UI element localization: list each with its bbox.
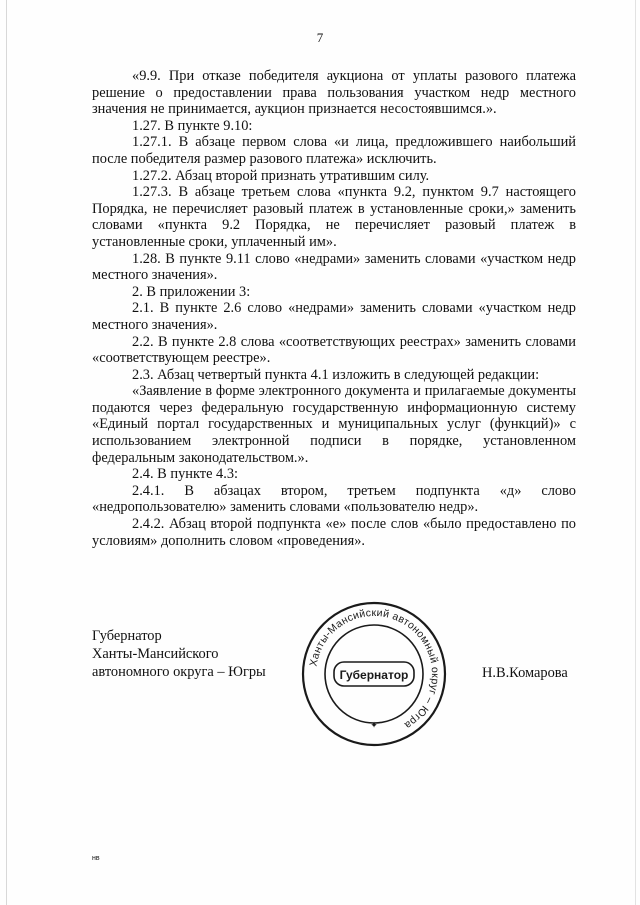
paragraph-2-1: 2.1. В пункте 2.6 слово «недрами» заменить словами «участком недр местного значения». bbox=[92, 300, 576, 333]
page-number: 7 bbox=[316, 30, 324, 45]
paragraph-2-4: 2.4. В пункте 4.3: bbox=[132, 466, 239, 483]
seal-center-text: Губернатор bbox=[339, 668, 409, 682]
paragraph-1-28: 1.28. В пункте 9.11 слово «недрами» заменить словами «участком недр местного значения». bbox=[92, 250, 576, 284]
signer-title-line-1: Губернатор bbox=[92, 628, 162, 644]
signer-title-line-3: автономного округа – Югры bbox=[92, 664, 266, 680]
official-seal bbox=[300, 600, 448, 748]
paragraph-2-2: 2.2. В пункте 2.8 слова «соответствующих реестрах» заменить словами «соответствующем реестре». bbox=[92, 333, 576, 367]
scan-edge-right bbox=[635, 0, 636, 905]
scan-edge-left bbox=[6, 0, 7, 905]
paragraph-2: 2. В приложении 3: bbox=[132, 283, 251, 300]
paragraph-2-4-1: 2.4.1. В абзацах втором, третьем подпункта «д» слово «недропользователю» заменить словами «пользователю недр». bbox=[92, 482, 576, 516]
paragraph-1-27-2: 1.27.2. Абзац второй признать утратившим силу. bbox=[132, 167, 430, 184]
paragraph-2-3-quote: «Заявление в форме электронного документа и прилагаемые документы подаются через федеральную государственную информационную систему «Единый портал государственных и муниципальных услуг (функций)» с использованием электронной подписи в порядке, установленном федеральным законодательством.». bbox=[92, 383, 576, 466]
signer-title-line-2: Ханты-Мансийского bbox=[92, 646, 219, 662]
seal-graphic bbox=[300, 600, 448, 748]
seal-star-icon: ✦ bbox=[370, 720, 378, 730]
paragraph-2-4-2: 2.4.2. Абзац второй подпункта «е» после слов «было предоставлено по условиям» дополнить словом «проведения». bbox=[92, 516, 576, 549]
document-body bbox=[92, 68, 576, 549]
signer-name: Н.В.Комарова bbox=[482, 665, 568, 681]
paragraph-9-9: «9.9. При отказе победителя аукциона от уплаты разового платежа решение о предоставлении права пользования участком недр местного значения не принимается, аукцион признается несостоявшимся.». bbox=[92, 68, 576, 118]
signature-block bbox=[92, 627, 266, 681]
seal-ring-text: Ханты-Мансийский автономный округ – Югра bbox=[307, 606, 442, 732]
paragraph-1-27-3: 1.27.3. В абзаце третьем слова «пункта 9.2, пунктом 9.7 настоящего Порядка, не перечисляет разовый платеж в установленные сроки,» заменить словами «пункта 9.2 Порядка, не перечисляет разовый платеж в установленные сроки, уплаченный им». bbox=[92, 184, 576, 250]
paragraph-1-27: 1.27. В пункте 9.10: bbox=[132, 117, 253, 134]
paragraph-1-27-1: 1.27.1. В абзаце первом слова «и лица, предложившего наибольший после победителя размер разового платежа» исключить. bbox=[92, 134, 576, 167]
footer-initials: нв bbox=[92, 855, 100, 862]
paragraph-2-3: 2.3. Абзац четвертый пункта 4.1 изложить в следующей редакции: bbox=[132, 366, 540, 383]
